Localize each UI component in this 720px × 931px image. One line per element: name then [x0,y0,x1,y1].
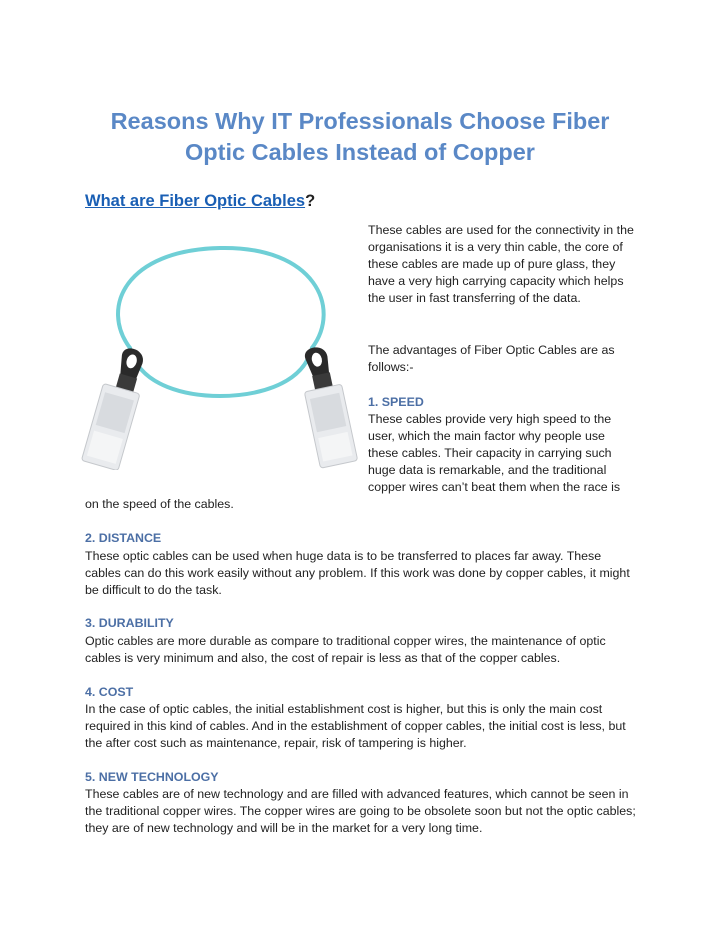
distance-heading: 2. DISTANCE [85,531,162,545]
durability-text: Optic cables are more durable as compare to traditional copper wires, the maintenance of optic cables is very minimum and also, the cost of repair is less as that of the copper cables. [85,634,606,666]
intro-paragraph: These cables are used for the connectivity in the organisations it is a very thin cable, the core of these cables are made up of pure glass, they have a very high carrying capacity which helps the user in fast transferring of the data. [368,223,634,306]
page-title [80,106,640,168]
left-connector [81,344,151,470]
cost-heading: 4. COST [85,685,134,699]
speed-heading: 1. SPEED [368,395,424,409]
speed-text: These cables provide very high speed to the user, which the main factor why people use these cables. Their capacity in carrying such huge data is remarkable, and the traditional copper wires can’t beat them when the race is [368,412,621,495]
advantages-intro: The advantages of Fiber Optic Cables are as follows:- [368,343,615,375]
new-technology-text: These cables are of new technology and are filled with advanced features, which cannot be seen in the traditional copper wires. The copper wires are going to be obsolete soon but not the optic cables; they are of new technology and will be in the market for a very long time. [85,787,636,836]
new-technology-heading: 5. NEW TECHNOLOGY [85,770,219,784]
distance-text: These optic cables can be used when huge data is to be transferred to places far away. These cables can do this work easily without any problem. If this work was done by copper cables, it might be difficult to do the task. [85,549,630,598]
durability-heading: 3. DURABILITY [85,616,174,630]
fiber-optic-cable-image [80,238,362,470]
heading-suffix: ? [305,192,316,210]
section-heading [85,192,315,211]
heading-link[interactable]: What are Fiber Optic Cables [85,192,306,210]
title-line-2: Optic Cables Instead of Copper [185,139,535,165]
title-line-1: Reasons Why IT Professionals Choose Fiber [110,108,610,134]
speed-text-continuation: on the speed of the cables. [85,497,234,511]
cost-text: In the case of optic cables, the initial establishment cost is higher, but this is only the main cost required in this kind of cables. And in the establishment of copper cables, the initial cost is less, but the after cost such as maintenance, repair, risk of tampering is higher. [85,702,626,751]
